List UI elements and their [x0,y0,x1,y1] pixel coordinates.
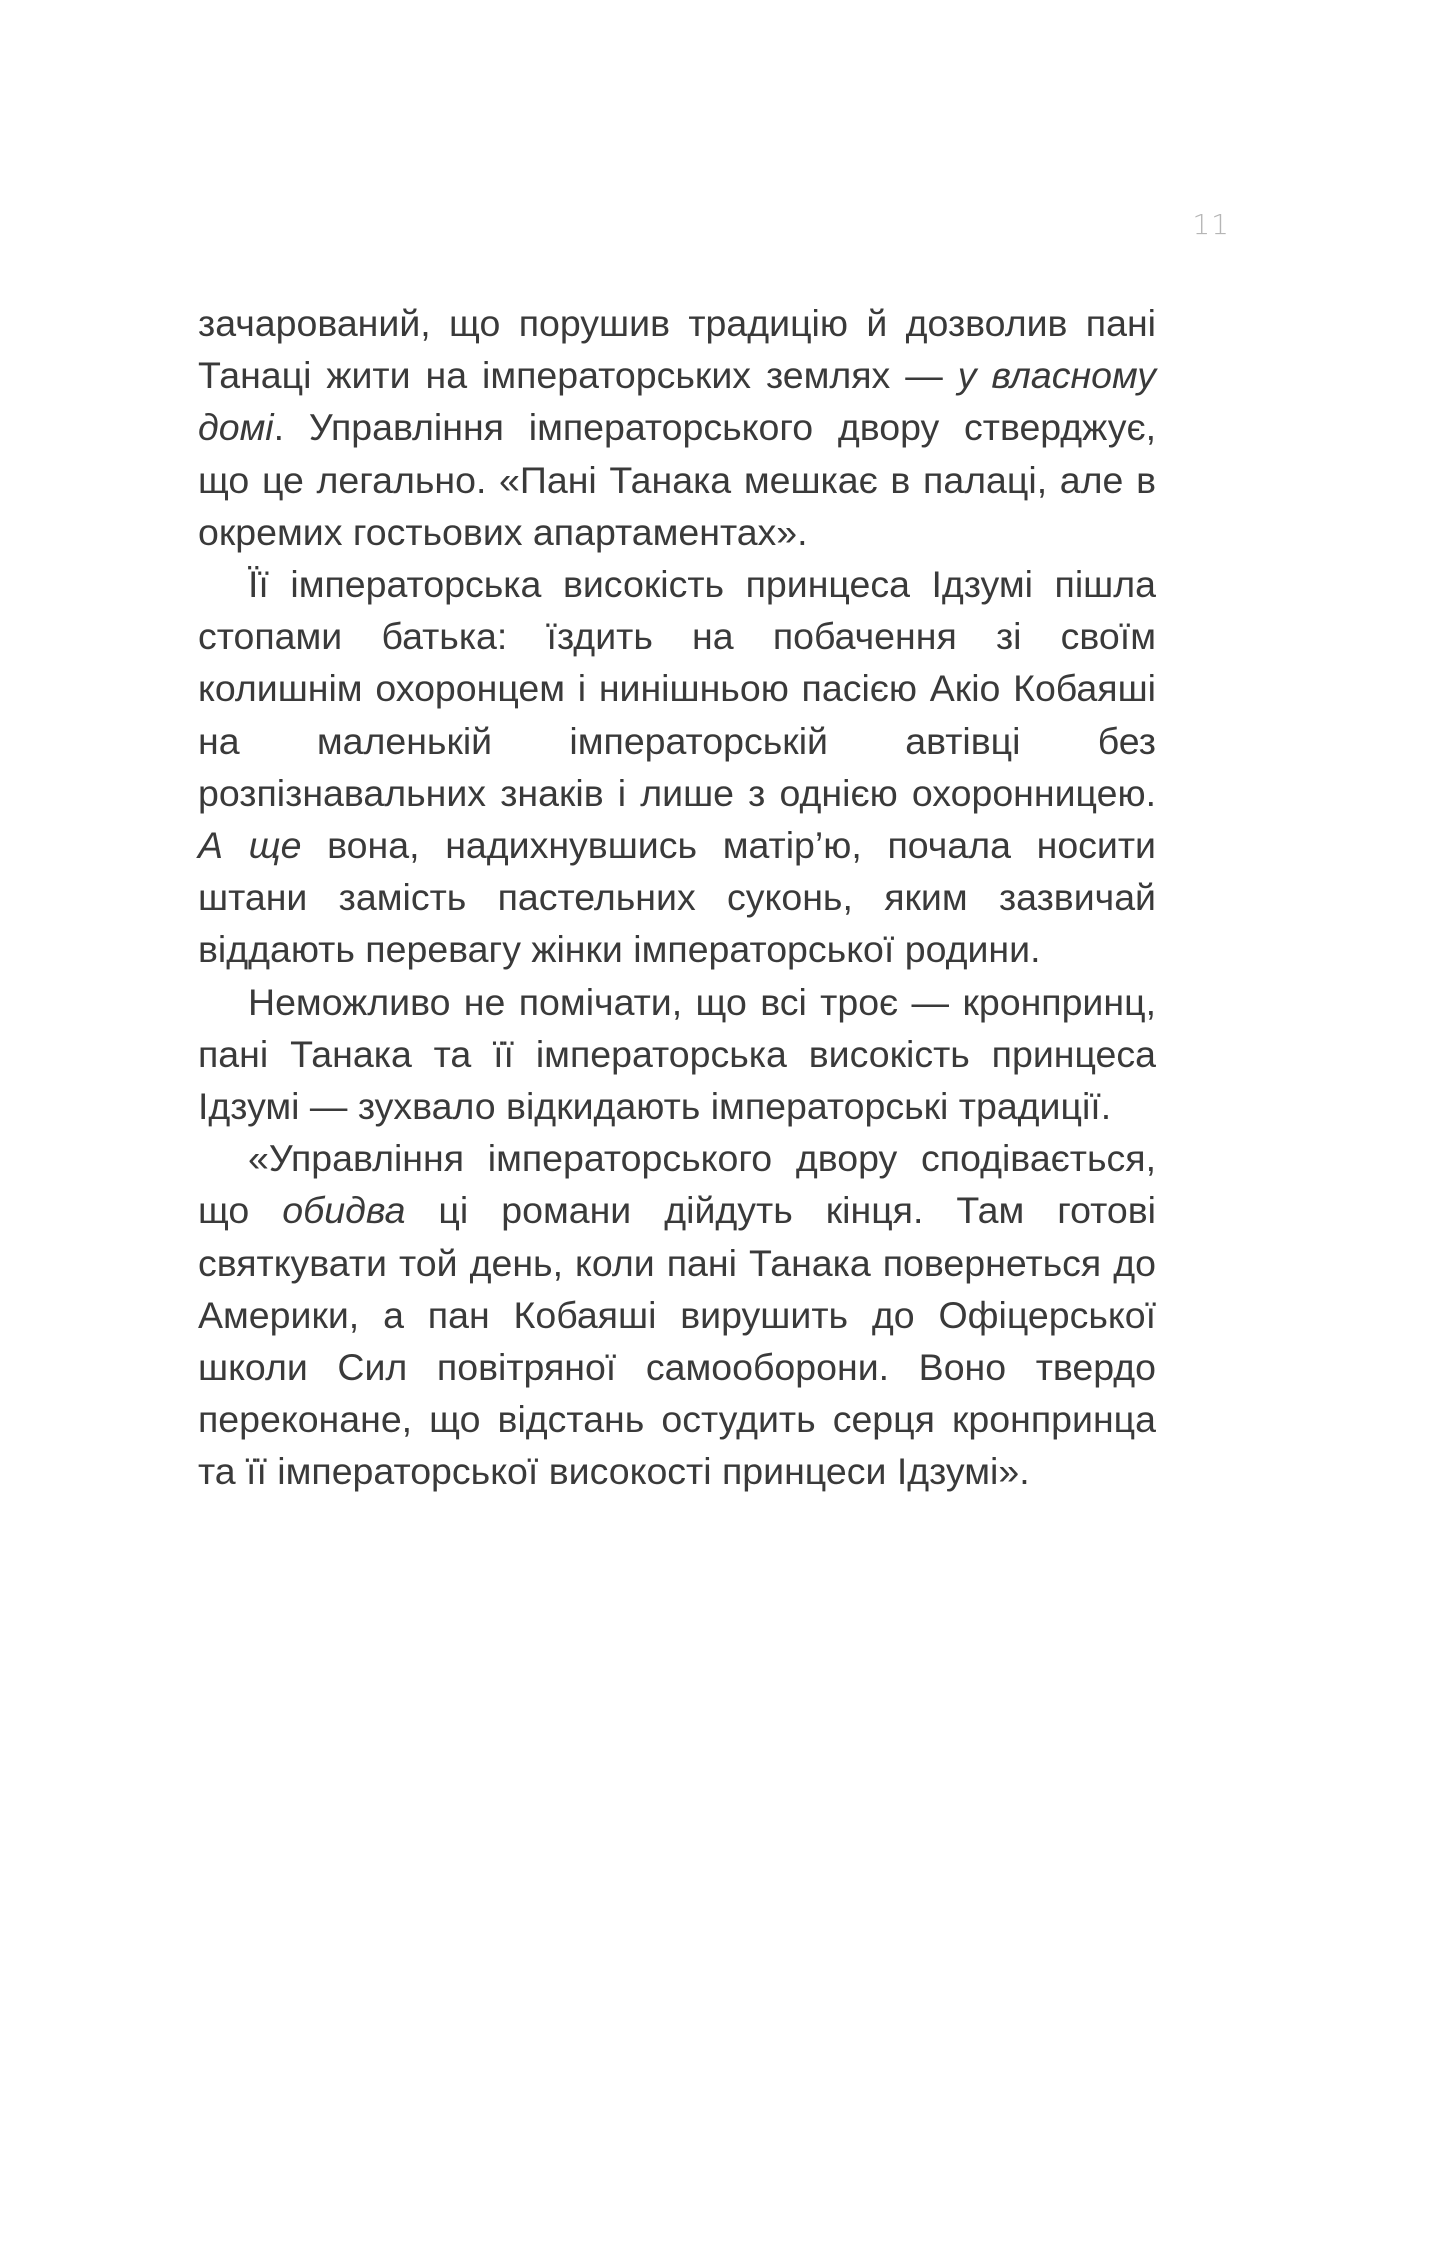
text-run: . Управління імператорського двору стверджує, що це легально. «Пані Танака мешкає в палаці, але в окремих гостьових апартаментах». [198,406,1156,553]
paragraph-4 [198,1132,1156,1497]
text-run: вона, надихнувшись матір’ю, почала носити штани замість пастельних суконь, яким зазвичай віддають перевагу жінки імператорської родини. [198,824,1157,971]
text-run: «Управління імператорського двору сподівається, що [198,1137,1156,1232]
text-run: зачарований, що порушив традицію й дозволив пані Танаці жити на імператорських землях — [198,302,1156,397]
italic-run: у власному домі [198,354,1156,449]
text-run: ці романи дійдуть кінця. Там готові святкувати той день, коли пані Танака повернеться до Америки, а пан Кобаяші вирушить до Офіцерської школи Сил повітряної самооборони. Воно твердо переконане, що відстань остудить серця кронпринца та її імператорської високості принцеси Ідзумі». [198,1189,1156,1493]
paragraph-2 [198,558,1156,976]
italic-run: обидва [282,1189,406,1232]
text-run: Неможливо не помічати, що всі троє — кронпринц, пані Танака та її імператорська високість принцеса Ідзумі — зухвало відкидають імператорські традиції. [198,980,1156,1128]
paragraph-1 [198,297,1156,558]
text-run: Її імператорська високість принцеса Ідзумі пішла стопами батька: їздить на побачення зі своїм колишнім охоронцем і нинішньою пасією Акіо Кобаяші на маленькій імператорській автівці без розпізнавальних знаків і лише з однією охоронницею. [198,563,1156,814]
italic-run: А ще [198,824,302,867]
page-number: 11 [1192,208,1230,241]
body-text [198,297,1156,1498]
paragraph-3 [198,976,1156,1133]
